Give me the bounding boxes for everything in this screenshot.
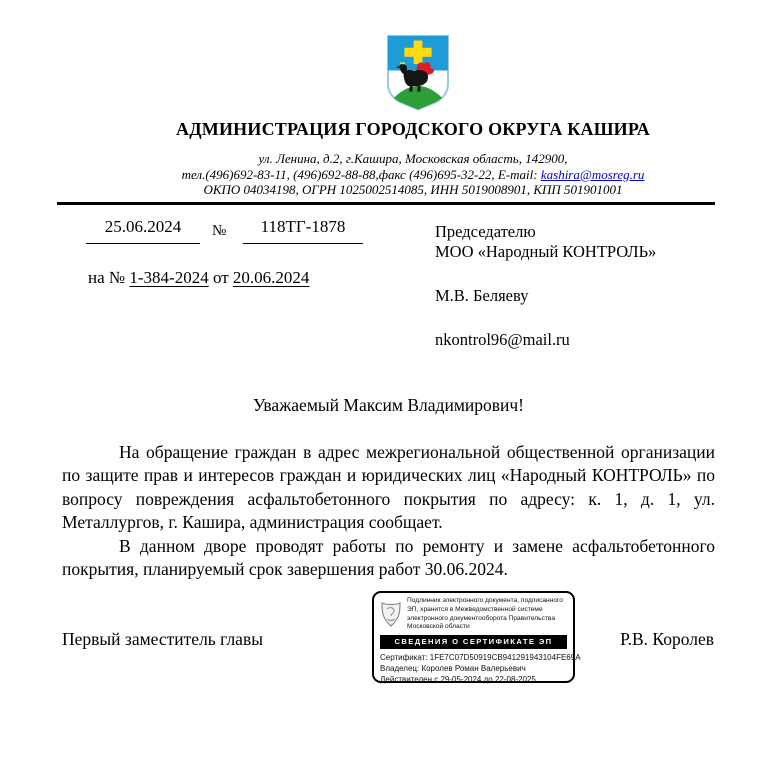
moscow-oblast-emblem-icon <box>380 601 402 628</box>
letterhead-email-link[interactable]: kashira@mosreg.ru <box>540 166 645 182</box>
esign-certificate-bar: СВЕДЕНИЯ О СЕРТИФИКАТЕ ЭП <box>380 635 567 649</box>
esign-stamp-header <box>374 593 573 633</box>
in-reply-prefix: на № <box>88 268 126 287</box>
outgoing-number-field: 118ТГ-1878 <box>243 217 363 244</box>
in-reply-number: 1-384-2024 <box>129 268 209 287</box>
esign-certificate-info <box>374 652 581 685</box>
esign-owner-line: Владелец: Королев Роман Валерьевич <box>380 664 526 674</box>
number-sign-label: № <box>212 223 227 239</box>
recipient-position: Председателю <box>435 222 536 241</box>
signer-name: Р.В. Королев <box>620 629 714 649</box>
esign-stamp <box>372 591 581 685</box>
letterhead-address-line: ул. Ленина, д.2, г.Кашира, Московская область, 142900, <box>258 151 568 166</box>
esign-certificate-line: Сертификат: 1FE7C07D50919CB941291943104FE69A <box>380 653 581 663</box>
body-paragraph-2: В данном дворе проводят работы по ремонту и замене асфальтобетонного покрытия, планируемый срок завершения работ 30.06.2024. <box>62 535 715 579</box>
esign-validity-line: Действителен с 29-05-2024 до 22-08-2025 <box>380 675 536 685</box>
signer-position: Первый заместитель главы <box>62 629 263 649</box>
outgoing-date-field: 25.06.2024 <box>86 217 200 244</box>
recipient-organization: МОО «Народный КОНТРОЛЬ» <box>435 242 657 261</box>
letterhead-contacts <box>60 151 766 198</box>
org-name: АДМИНИСТРАЦИЯ ГОРОДСКОГО ОКРУГА КАШИРА <box>176 119 650 139</box>
letterhead-phone-line <box>60 167 766 183</box>
recipient-name: М.В. Беляеву <box>435 286 529 305</box>
letterhead-phones: тел.(496)692-83-11, (496)692-88-88,факс (496)695-32-22, E-mail: <box>181 166 541 182</box>
esign-statement: Подлинник электронного документа, подписанного ЭП, хранится в Межведомственной системе электронного документооборота Правительства Московской области <box>407 597 563 631</box>
recipient-email: nkontrol96@mail.ru <box>435 330 570 349</box>
letterhead-requisites-line: ОКПО 04034198, ОГРН 1025002514085, ИНН 5019008901, КПП 501901001 <box>203 182 623 197</box>
salutation: Уважаемый Максим Владимирович! <box>252 395 525 415</box>
letter-body <box>62 394 715 582</box>
in-reply-to-line <box>88 268 309 288</box>
recipient-block <box>435 222 735 350</box>
in-reply-of: от <box>212 268 229 287</box>
letterhead-divider <box>57 202 715 205</box>
kashira-coat-of-arms-icon <box>386 34 450 112</box>
body-paragraph-1: На обращение граждан в адрес межрегиональной общественной организации по защите прав и интересов граждан и юридических лиц «Народный КОНТРОЛЬ» по вопросу повреждения асфальтобетонного покрытия по адресу: к. 1, д. 1, ул. Металлургов, г. Кашира, администрация сообщает. <box>62 441 715 532</box>
in-reply-date: 20.06.2024 <box>232 268 310 287</box>
